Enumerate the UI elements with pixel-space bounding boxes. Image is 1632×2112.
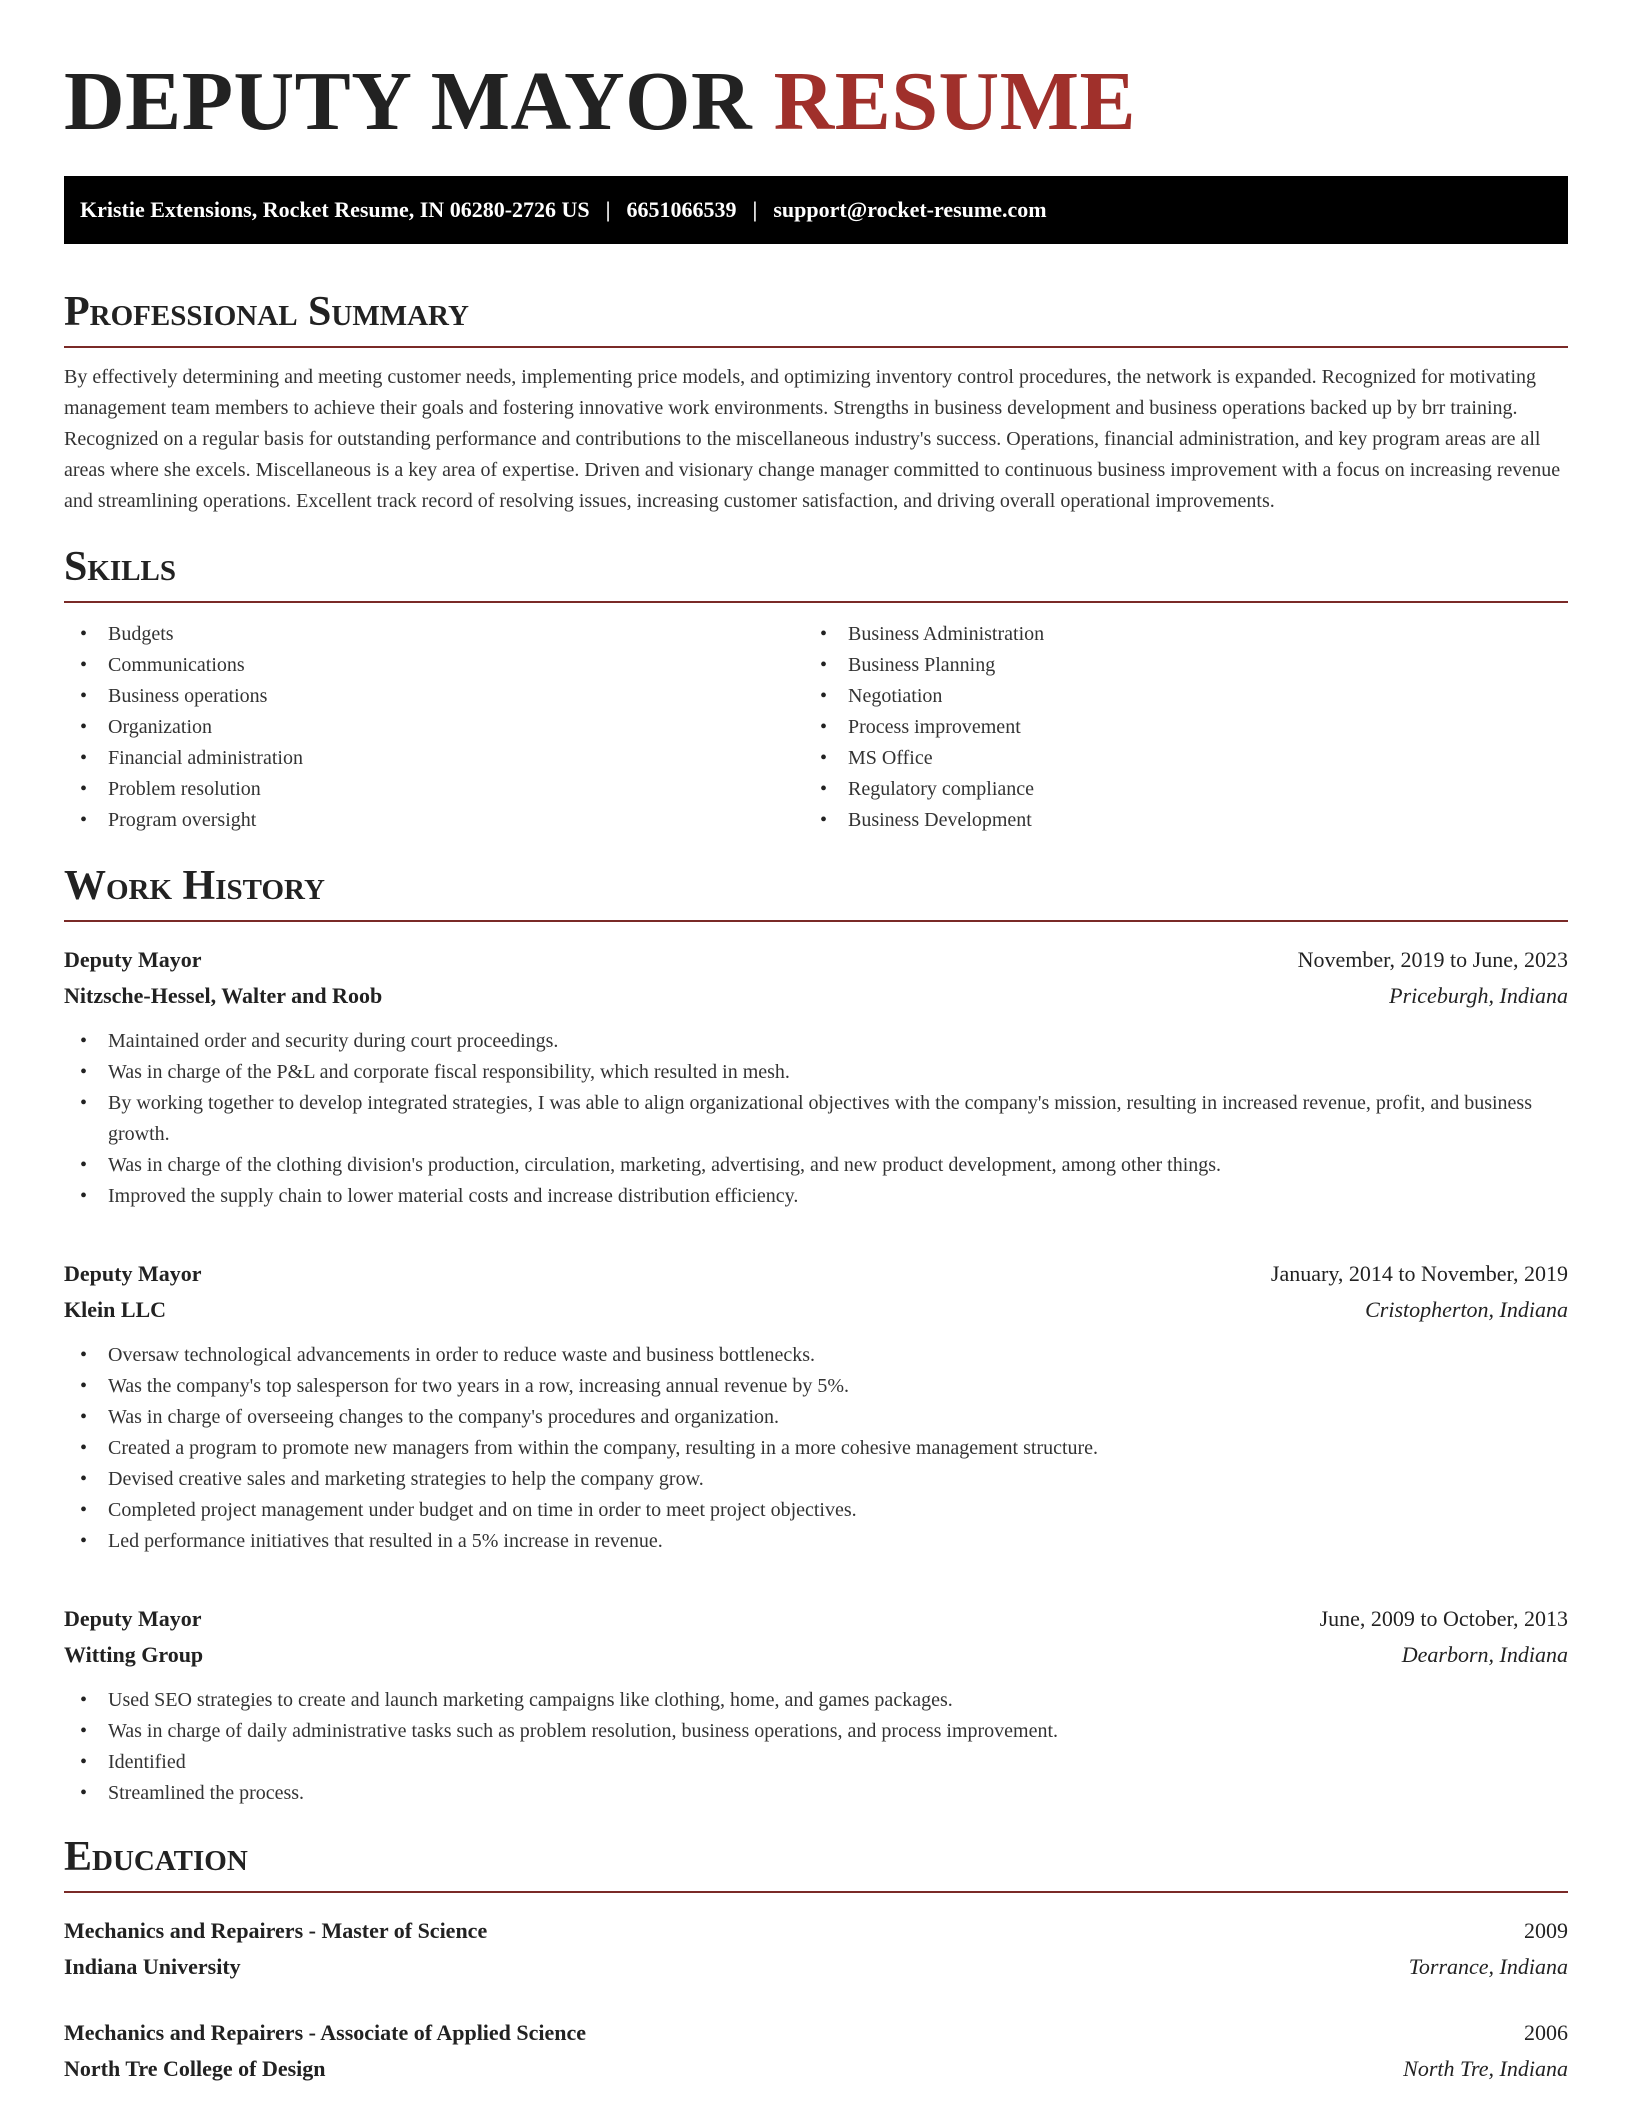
skill-item: • Business operations [64,681,804,712]
job-header-row [64,1256,1568,1292]
job-bullets [64,1026,1568,1212]
education-location: Torrance, Indiana [1408,1954,1568,1979]
contact-separator: | [605,197,611,222]
job-dates: January, 2014 to November, 2019 [1270,1261,1568,1286]
education-degree-row [64,1913,1568,1949]
title-accent: RESUME [773,55,1137,148]
job-company: Klein LLC [64,1297,167,1322]
skills-column-left [64,619,804,836]
job-bullet: • Was the company's top salesperson for two years in a row, increasing annual revenue by 5%. [64,1371,1568,1402]
job-bullet: • Completed project management under budget and on time in order to meet project objectives. [64,1495,1568,1526]
job-entry [64,942,1568,1212]
contact-address: Kristie Extensions, Rocket Resume, IN 06280-2726 US [80,197,590,222]
job-location: Dearborn, Indiana [1401,1642,1568,1667]
job-bullet: • Streamlined the process. [64,1778,1568,1809]
job-dates: June, 2009 to October, 2013 [1319,1606,1568,1631]
job-bullet: • Led performance initiatives that resulted in a 5% increase in revenue. [64,1526,1568,1557]
job-bullets [64,1685,1568,1809]
job-bullet: • By working together to develop integrated strategies, I was able to align organizational objectives with the company's mission, resulting in increased revenue, profit, and business growth. [64,1088,1568,1150]
education-degree: Mechanics and Repairers - Associate of Applied Science [64,2020,587,2045]
job-dates: November, 2019 to June, 2023 [1297,947,1568,972]
job-entry [64,1256,1568,1557]
skills-column-right [804,619,1544,836]
contact-separator: | [752,197,758,222]
skill-item: • Communications [64,650,804,681]
summary-text: By effectively determining and meeting customer needs, implementing price models, and optimizing inventory control procedures, the network is expanded. Recognized for motivating management team members to achieve their goals and fostering innovative work environments. Strengths in business development and business operations backed up by brr training. Recognized on a regular basis for outstanding performance and contributions to the miscellaneous industry's success. Operations, financial administration, and key program areas are all areas where she excels. Miscellaneous is a key area of expertise. Driven and visionary change manager committed to continuous business improvement with a focus on increasing revenue and streamlining operations. Excellent track record of resolving issues, increasing customer satisfaction, and driving overall operational improvements. [64,366,1561,512]
skill-item: • Problem resolution [64,774,804,805]
job-bullet: • Oversaw technological advancements in order to reduce waste and business bottlenecks. [64,1340,1568,1371]
resume-title [64,0,1568,152]
job-bullet: • Identified [64,1747,1568,1778]
job-company-row [64,1292,1568,1328]
job-entry [64,1601,1568,1809]
job-bullet: • Improved the supply chain to lower material costs and increase distribution efficiency. [64,1181,1568,1212]
skills-heading: Skills [64,541,1568,603]
summary-heading: Professional Summary [64,286,1568,348]
education-section [64,1831,1568,2087]
education-school: North Tre College of Design [64,2056,326,2081]
job-company: Nitzsche-Hessel, Walter and Roob [64,983,383,1008]
job-location: Cristopherton, Indiana [1365,1297,1568,1322]
skills-grid [64,619,1568,836]
job-company: Witting Group [64,1642,204,1667]
skill-item: • Financial administration [64,743,804,774]
contact-phone: 6651066539 [626,197,737,222]
job-bullet: • Was in charge of the clothing division's production, circulation, marketing, advertising, and new product development, among other things. [64,1150,1568,1181]
job-company-row [64,1637,1568,1673]
work-history-section [64,860,1568,1809]
skill-item: • Negotiation [804,681,1544,712]
job-bullet: • Was in charge of daily administrative tasks such as problem resolution, business operations, and process improvement. [64,1716,1568,1747]
summary-section [64,286,1568,517]
skills-section [64,541,1568,836]
skill-item: • Process improvement [804,712,1544,743]
job-company-row [64,978,1568,1014]
skill-item: • Budgets [64,619,804,650]
skill-item: • Business Planning [804,650,1544,681]
job-header-row [64,1601,1568,1637]
work-history-heading: Work History [64,860,1568,922]
education-school-row [64,2051,1568,2087]
job-bullet: • Used SEO strategies to create and launch marketing campaigns like clothing, home, and games packages. [64,1685,1568,1716]
education-location: North Tre, Indiana [1403,2056,1568,2081]
education-year: 2009 [1524,1918,1568,1943]
title-main: DEPUTY MAYOR [64,55,753,148]
skill-item: • MS Office [804,743,1544,774]
job-bullets [64,1340,1568,1557]
job-bullet: • Devised creative sales and marketing strategies to help the company grow. [64,1464,1568,1495]
skill-item: • Program oversight [64,805,804,836]
education-degree-row [64,2015,1568,2051]
job-title: Deputy Mayor [64,1261,202,1286]
job-bullet: • Maintained order and security during court proceedings. [64,1026,1568,1057]
skill-item: • Regulatory compliance [804,774,1544,805]
job-bullet: • Was in charge of the P&L and corporate fiscal responsibility, which resulted in mesh. [64,1057,1568,1088]
resume-page [64,0,1568,2087]
job-header-row [64,942,1568,978]
education-year: 2006 [1524,2020,1568,2045]
job-title: Deputy Mayor [64,1606,202,1631]
education-entry [64,2015,1568,2087]
contact-email: support@rocket-resume.com [773,197,1047,222]
education-heading: Education [64,1831,1568,1893]
contact-bar [64,176,1568,244]
education-school: Indiana University [64,1954,241,1979]
skill-item: • Business Administration [804,619,1544,650]
skill-item: • Organization [64,712,804,743]
job-bullet: • Created a program to promote new managers from within the company, resulting in a more cohesive management structure. [64,1433,1568,1464]
job-bullet: • Was in charge of overseeing changes to the company's procedures and organization. [64,1402,1568,1433]
education-school-row [64,1949,1568,1985]
education-entry [64,1913,1568,1985]
job-title: Deputy Mayor [64,947,202,972]
job-location: Priceburgh, Indiana [1389,983,1568,1008]
education-degree: Mechanics and Repairers - Master of Science [64,1918,488,1943]
skill-item: • Business Development [804,805,1544,836]
